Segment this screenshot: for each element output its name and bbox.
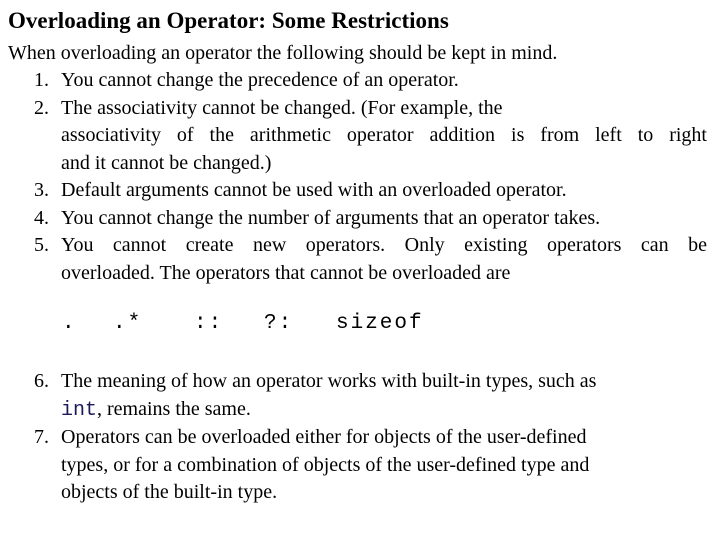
list-line: The meaning of how an operator works with built-in types, such as bbox=[61, 370, 597, 392]
list-item bbox=[0, 232, 720, 287]
list-number: 5. bbox=[34, 234, 49, 256]
list-item bbox=[0, 67, 720, 95]
list-line: objects of the built-in type. bbox=[61, 481, 278, 503]
operator-scope: :: bbox=[194, 312, 224, 335]
list-number: 6. bbox=[34, 370, 49, 392]
list-line: You cannot change the precedence of an operator. bbox=[61, 69, 459, 91]
list-item bbox=[0, 424, 720, 507]
list-line: Default arguments cannot be used with an overloaded operator. bbox=[61, 179, 567, 201]
non-overloadable-operators bbox=[0, 308, 720, 340]
list-line: Operators can be overloaded either for objects of the user-defined bbox=[61, 426, 587, 448]
operator-ternary: ?: bbox=[264, 312, 294, 335]
slide-title: Overloading an Operator: Some Restrictions bbox=[8, 8, 449, 33]
list-line bbox=[61, 396, 720, 425]
list-item bbox=[0, 368, 720, 424]
operator-dot-star: .* bbox=[113, 312, 143, 335]
list-number: 4. bbox=[34, 206, 49, 229]
list-line: associativity of the arithmetic operator addition is from left to right bbox=[61, 124, 707, 146]
list-item bbox=[0, 95, 720, 178]
list-number: 3. bbox=[34, 179, 49, 201]
code-keyword: int bbox=[61, 398, 98, 422]
list-line: The associativity cannot be changed. (For example, the bbox=[61, 96, 503, 119]
operator-dot: . bbox=[62, 312, 77, 335]
list-line: You cannot create new operators. Only existing operators can be bbox=[61, 234, 707, 256]
list-number: 1. bbox=[34, 69, 49, 91]
list-number: 7. bbox=[34, 426, 49, 448]
list-line: You cannot change the number of arguments that an operator takes. bbox=[61, 206, 601, 229]
list-number: 2. bbox=[34, 96, 49, 119]
operator-sizeof: sizeof bbox=[336, 312, 424, 335]
list-line-text: , remains the same. bbox=[97, 397, 251, 420]
restrictions-list-continued bbox=[0, 368, 720, 507]
intro-text: When overloading an operator the following should be kept in mind. bbox=[8, 42, 558, 64]
list-item bbox=[0, 205, 720, 233]
list-item bbox=[0, 177, 720, 205]
restrictions-list bbox=[0, 67, 720, 287]
list-line: and it cannot be changed.) bbox=[61, 151, 272, 174]
list-line: overloaded. The operators that cannot be overloaded are bbox=[61, 261, 511, 284]
list-line: types, or for a combination of objects of the user-defined type and bbox=[61, 453, 590, 476]
